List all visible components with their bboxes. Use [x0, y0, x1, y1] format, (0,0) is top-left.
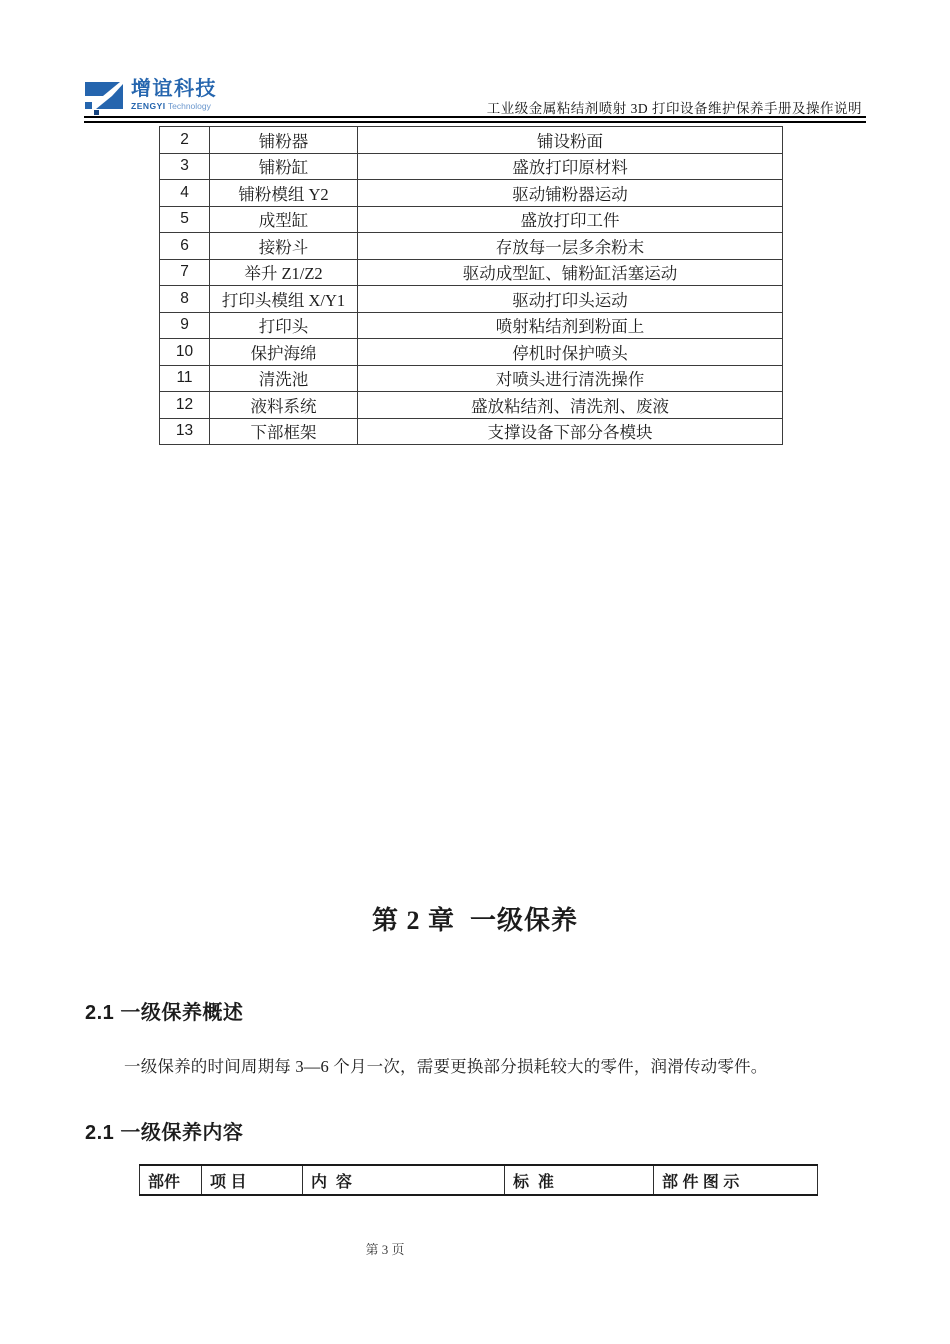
section-heading-overview: 2.1 一级保养概述	[85, 1002, 244, 1024]
cell-description: 盛放打印原材料	[358, 153, 783, 180]
cell-description: 驱动铺粉器运动	[358, 180, 783, 207]
table-row	[160, 206, 783, 233]
cell-name: 打印头	[210, 312, 358, 339]
cell-description: 盛放粘结剂、清洗剂、废液	[358, 392, 783, 419]
cell-number: 12	[160, 392, 210, 419]
cell-name: 打印头模组 X/Y1	[210, 286, 358, 313]
cell-number: 4	[160, 180, 210, 207]
cell-name: 铺粉器	[210, 127, 358, 154]
cell-number: 13	[160, 418, 210, 445]
table-row	[160, 127, 783, 154]
cell-description: 支撑设备下部分各模块	[358, 418, 783, 445]
table-row	[160, 259, 783, 286]
table-row	[160, 418, 783, 445]
table-row	[160, 153, 783, 180]
cell-name: 液料系统	[210, 392, 358, 419]
logo-brand-en	[131, 102, 217, 111]
cell-description: 对喷头进行清洗操作	[358, 365, 783, 392]
cell-name: 成型缸	[210, 206, 358, 233]
logo-brand-en-bold: ZENGYI	[131, 101, 166, 111]
cell-name: 清洗池	[210, 365, 358, 392]
table-row	[160, 233, 783, 260]
header-cell-figure: 部 件 图 示	[654, 1165, 818, 1195]
page-number: 第 3 页	[365, 1242, 405, 1257]
cell-description: 驱动打印头运动	[358, 286, 783, 313]
section-heading-content: 2.1 一级保养内容	[85, 1122, 244, 1144]
cell-name: 铺粉模组 Y2	[210, 180, 358, 207]
header-cell-standard: 标 准	[505, 1165, 654, 1195]
cell-name: 举升 Z1/Z2	[210, 259, 358, 286]
cell-name: 接粉斗	[210, 233, 358, 260]
table-row	[160, 365, 783, 392]
zengyi-logo-icon	[84, 79, 124, 116]
cell-number: 11	[160, 365, 210, 392]
section-body-paragraph: 一级保养的时间周期每 3—6 个月一次，需要更换部分损耗较大的零件，润滑传动零件。	[124, 1057, 768, 1076]
table-row	[160, 180, 783, 207]
cell-description: 停机时保护喷头	[358, 339, 783, 366]
cell-description: 盛放打印工件	[358, 206, 783, 233]
cell-description: 喷射粘结剂到粉面上	[358, 312, 783, 339]
cell-number: 9	[160, 312, 210, 339]
cell-number: 3	[160, 153, 210, 180]
header-cell-part: 部件	[140, 1165, 202, 1195]
company-logo	[84, 79, 217, 116]
cell-name: 保护海绵	[210, 339, 358, 366]
cell-number: 5	[160, 206, 210, 233]
logo-brand-en-light: Technology	[165, 101, 211, 111]
cell-number: 2	[160, 127, 210, 154]
cell-description: 驱动成型缸、铺粉缸活塞运动	[358, 259, 783, 286]
cell-number: 10	[160, 339, 210, 366]
chapter-title: 第 2 章 一级保养	[371, 906, 578, 935]
header-cell-item: 项 目	[202, 1165, 303, 1195]
maintenance-table	[139, 1164, 818, 1196]
components-table	[159, 126, 783, 445]
cell-number: 7	[160, 259, 210, 286]
table-header-row	[140, 1165, 818, 1195]
cell-description: 铺设粉面	[358, 127, 783, 154]
table-row	[160, 392, 783, 419]
cell-number: 6	[160, 233, 210, 260]
logo-text	[131, 79, 217, 111]
logo-brand-cn: 增谊科技	[131, 78, 217, 100]
header-doc-title: 工业级金属粘结剂喷射 3D 打印设备维护保养手册及操作说明	[486, 101, 862, 116]
table-row	[160, 339, 783, 366]
cell-number: 8	[160, 286, 210, 313]
table-row	[160, 286, 783, 313]
cell-name: 铺粉缸	[210, 153, 358, 180]
header-cell-content: 内 容	[303, 1165, 505, 1195]
cell-description: 存放每一层多余粉末	[358, 233, 783, 260]
table-row	[160, 312, 783, 339]
cell-name: 下部框架	[210, 418, 358, 445]
header-divider	[84, 116, 866, 123]
